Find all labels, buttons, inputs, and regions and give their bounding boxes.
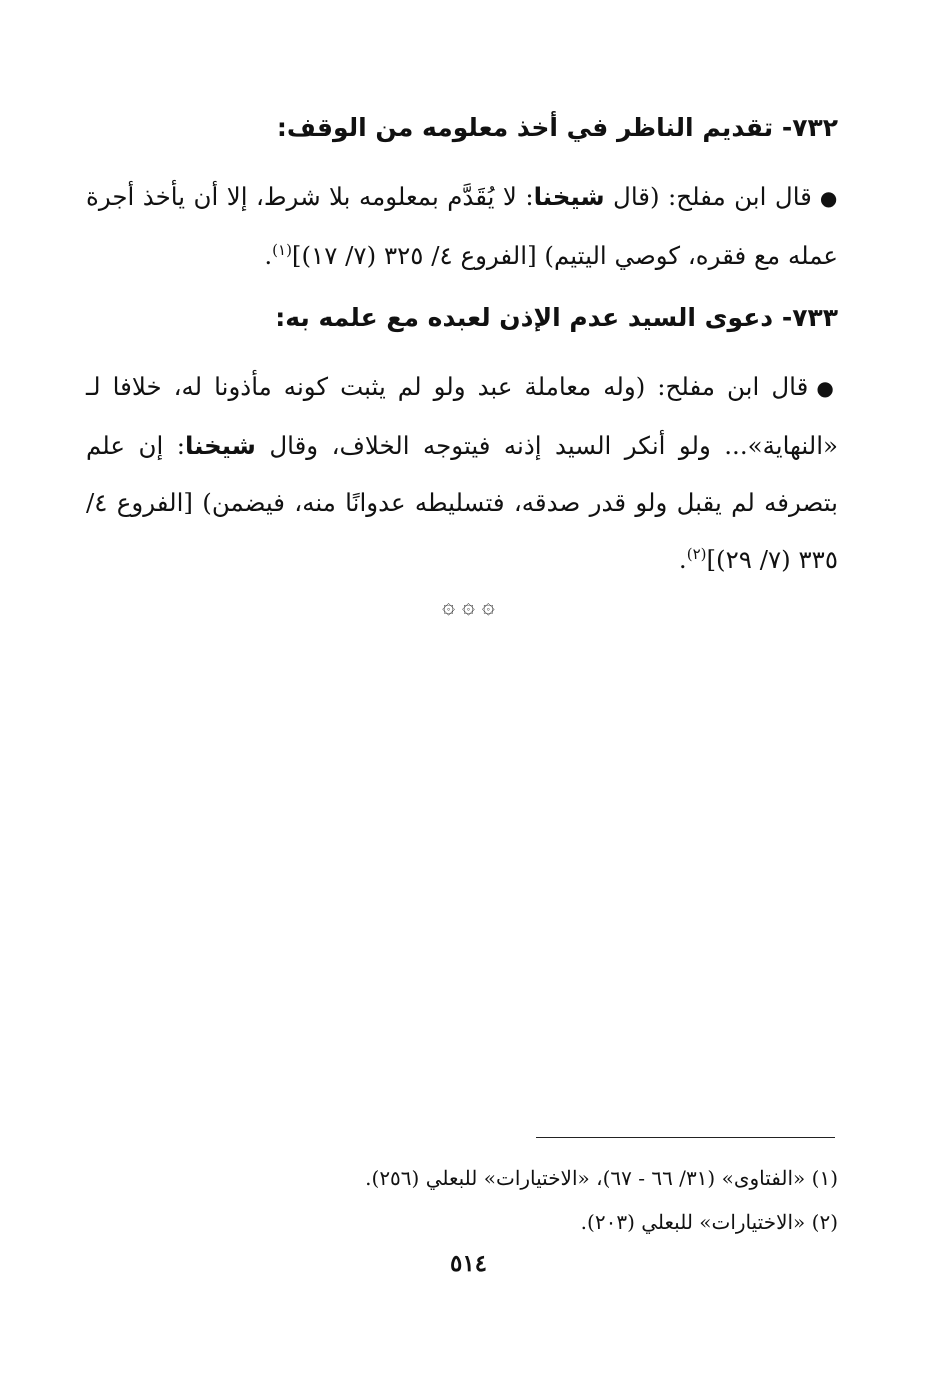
- section-paragraph: [86, 358, 838, 588]
- footnote-ref: (١): [272, 240, 292, 259]
- paragraph-intro: قال ابن مفلح: (وله معاملة عبد ولو لم يثبت كونه مأذونا له، خلافا لـ «النهاية»... ولو أنكر السيد إذنه فيتوجه الخلاف، وقال: [86, 372, 838, 460]
- paragraph-end: .: [264, 241, 273, 270]
- footnotes: [86, 1156, 838, 1244]
- paragraph-body: : لا يُقَدَّم بمعلومه بلا شرط، إلا أن يأخذ أجرة عمله مع فقره، كوصي اليتيم) [الفروع ٤/ ٣٢٥ (٧/ ١٧)]: [86, 182, 838, 270]
- footnote-separator: [536, 1137, 835, 1138]
- section-heading: ٧٣٣- دعوى السيد عدم الإذن لعبده مع علمه به:: [275, 303, 838, 332]
- section-paragraph: [86, 168, 838, 284]
- section-heading: ٧٣٢- تقديم الناظر في أخذ معلومه من الوقف:: [276, 113, 838, 142]
- section-733: [86, 298, 838, 588]
- paragraph-body: : إن علم بتصرفه لم يقبل ولو قدر صدقه، فتسليطه عدوانًا منه، فيضمن) [الفروع ٤/ ٣٣٥ (٧/ ٢٩)]: [86, 431, 838, 574]
- ornament-divider: ۞ ۞ ۞: [442, 594, 495, 619]
- bold-term: شيخنا: [184, 431, 256, 460]
- paragraph-intro: قال ابن مفلح: (قال: [604, 182, 812, 211]
- page-number: ٥١٤: [449, 1250, 488, 1277]
- footnote-ref: (٢): [686, 544, 707, 563]
- paragraph-end: .: [678, 545, 687, 574]
- bullet-icon: ●: [816, 376, 839, 400]
- main-content: [86, 108, 838, 602]
- footnote-1: (١) «الفتاوى» (٣١/ ٦٦ - ٦٧)، «الاختيارات» للبعلي (٢٥٦).: [365, 1166, 838, 1190]
- bold-term: شيخنا: [533, 182, 605, 211]
- footnote-2: (٢) «الاختيارات» للبعلي (٢٠٣).: [580, 1210, 838, 1234]
- bullet-icon: ●: [819, 186, 838, 210]
- section-732: [86, 108, 838, 284]
